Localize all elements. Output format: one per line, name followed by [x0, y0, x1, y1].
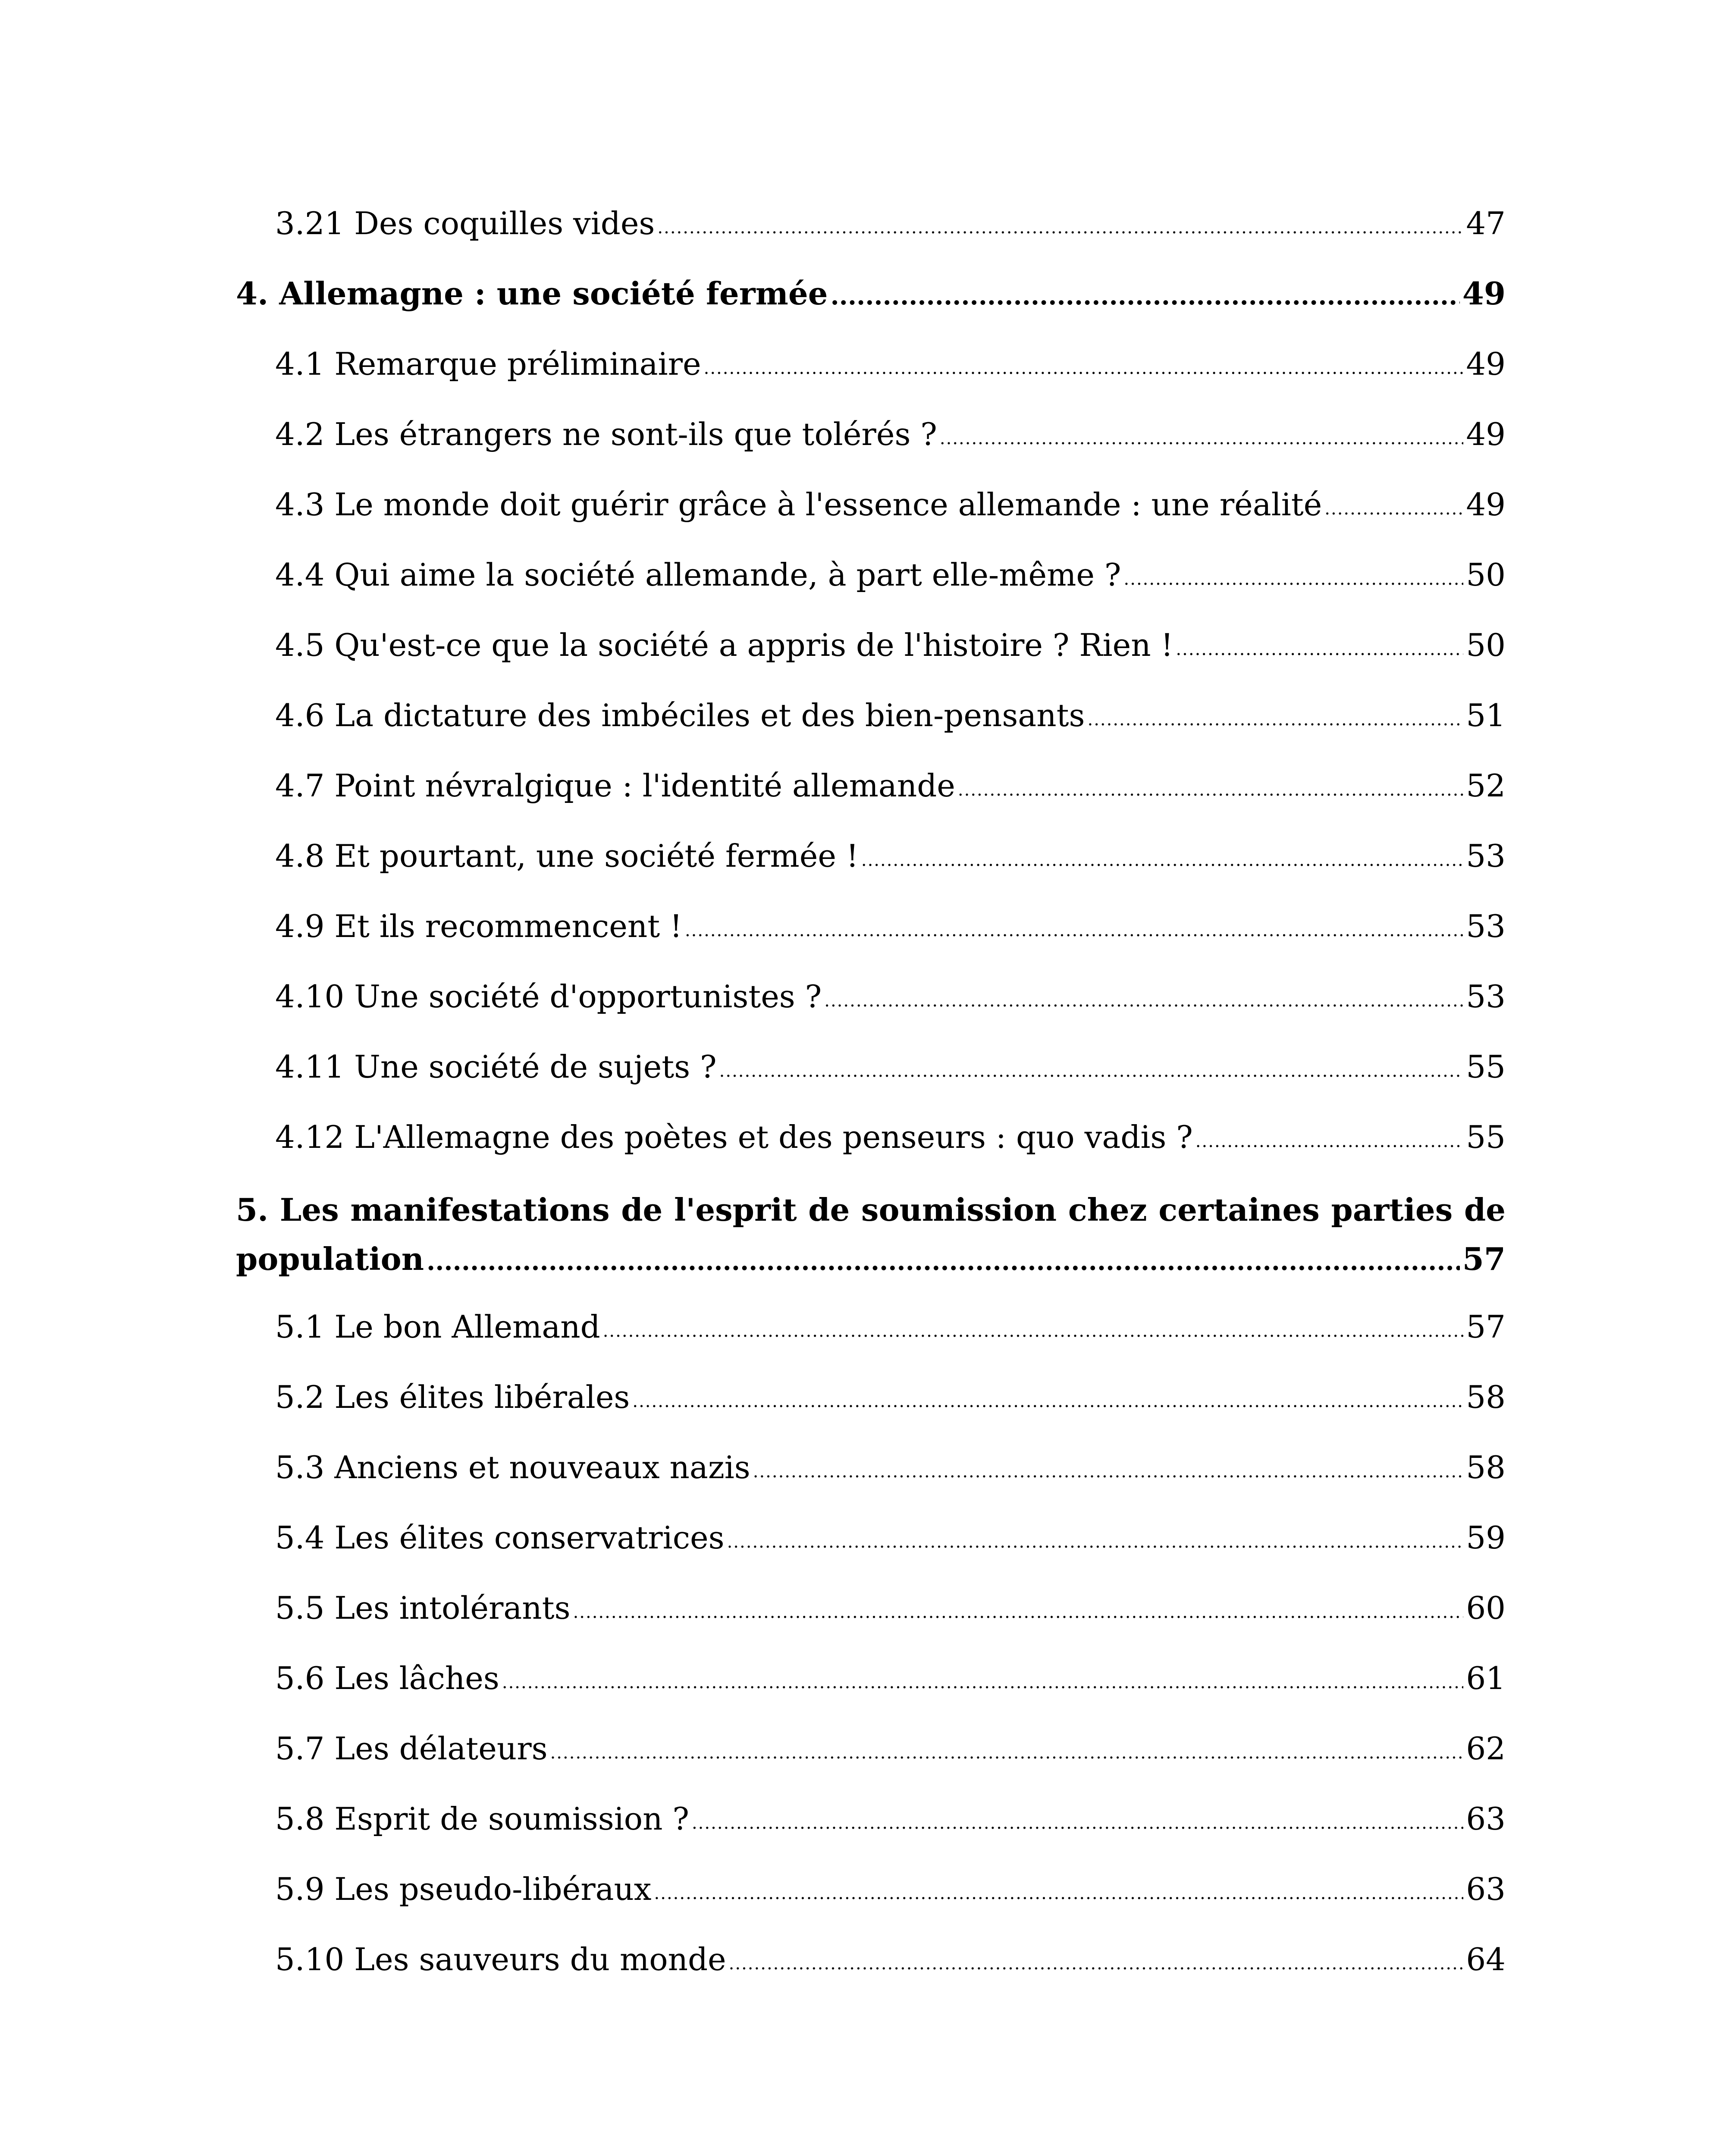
- toc-entry-5-6[interactable]: [236, 1654, 1506, 1724]
- dot-leader: [1176, 625, 1463, 674]
- toc-entry-label: 5.2 Les élites libérales: [275, 1379, 630, 1415]
- toc-entry-label: 4.1 Remarque préliminaire: [275, 346, 701, 382]
- toc-entry-5-5[interactable]: [236, 1583, 1506, 1654]
- toc-entry-page-number: 64: [1466, 1941, 1506, 1977]
- toc-entry-5-9[interactable]: [236, 1865, 1506, 1935]
- dot-leader: [685, 906, 1463, 955]
- dot-leader: [940, 414, 1463, 463]
- toc-entry-label: 5.9 Les pseudo-libéraux: [275, 1871, 652, 1907]
- toc-entry-label: 4.7 Point névralgique : l'identité allemande: [275, 768, 955, 804]
- dot-leader: [861, 836, 1464, 885]
- toc-entry-label: 4.4 Qui aime la société allemande, à part elle-même ?: [275, 557, 1121, 593]
- toc-entry-page-number: 62: [1466, 1730, 1506, 1767]
- toc-entry-label: 4.8 Et pourtant, une société fermée !: [275, 838, 859, 874]
- toc-entry-4-9[interactable]: [236, 902, 1506, 972]
- dot-leader: [727, 1517, 1464, 1567]
- toc-entry-label: 4.10 Une société d'opportunistes ?: [275, 978, 822, 1015]
- dot-leader: [573, 1588, 1464, 1637]
- toc-entry-4-3[interactable]: [236, 480, 1506, 550]
- toc-entry-4-8[interactable]: [236, 831, 1506, 902]
- dot-leader: [654, 1869, 1464, 1918]
- toc-entry-label: 4.6 La dictature des imbéciles et des bien-pensants: [275, 697, 1085, 733]
- toc-entry-page-number: 55: [1466, 1119, 1506, 1155]
- toc-chapter-label-line1: 5. Les manifestations de l'esprit de soumission chez certaines parties de: [236, 1191, 1506, 1228]
- toc-entry-4-6[interactable]: [236, 691, 1506, 761]
- toc-entry-label: 5.5 Les intolérants: [275, 1590, 571, 1626]
- toc-entry-page-number: 53: [1466, 978, 1506, 1015]
- toc-entry-label: 3.21 Des coquilles vides: [275, 205, 655, 241]
- toc-chapter-page-number: 49: [1462, 275, 1506, 312]
- toc-entry-page-number: 49: [1466, 416, 1506, 452]
- dot-leader: [830, 271, 1459, 320]
- toc-entry-page-number: 50: [1466, 557, 1506, 593]
- toc-entry-page-number: 49: [1466, 486, 1506, 523]
- toc-entry-5-2[interactable]: [236, 1373, 1506, 1443]
- dot-leader: [692, 1799, 1463, 1848]
- dot-leader: [1195, 1117, 1464, 1166]
- dot-leader: [958, 765, 1463, 815]
- toc-entry-5-1[interactable]: [236, 1302, 1506, 1373]
- toc-entry-page-number: 58: [1466, 1379, 1506, 1415]
- toc-entry-page-number: 52: [1466, 768, 1506, 804]
- toc-entry-label: 5.4 Les élites conservatrices: [275, 1520, 725, 1556]
- toc-entry-page-number: 59: [1466, 1520, 1506, 1556]
- toc-entry-label: 5.6 Les lâches: [275, 1660, 499, 1696]
- dot-leader: [603, 1307, 1464, 1356]
- toc-entry-label: 4.9 Et ils recommencent !: [275, 908, 682, 944]
- toc-chapter-label: 4. Allemagne : une société fermée: [236, 275, 828, 312]
- dot-leader: [753, 1447, 1464, 1496]
- toc-entry-5-4[interactable]: [236, 1513, 1506, 1583]
- dot-leader: [632, 1377, 1463, 1426]
- toc-entry-page-number: 60: [1466, 1590, 1506, 1626]
- dot-leader: [502, 1658, 1464, 1707]
- toc-entry-4-2[interactable]: [236, 410, 1506, 480]
- toc-entry-label: 4.3 Le monde doit guérir grâce à l'essence allemande : une réalité: [275, 486, 1322, 523]
- dot-leader: [824, 976, 1463, 1025]
- toc-entry-label: 5.7 Les délateurs: [275, 1730, 548, 1767]
- toc-entry-page-number: 53: [1466, 838, 1506, 874]
- dot-leader: [729, 1939, 1464, 1988]
- toc-entry-page-number: 55: [1466, 1049, 1506, 1085]
- dot-leader: [657, 203, 1463, 252]
- toc-entry-page-number: 50: [1466, 627, 1506, 663]
- toc-entry-5-7[interactable]: [236, 1724, 1506, 1794]
- toc-entry-3-21[interactable]: [236, 199, 1506, 269]
- toc-entry-page-number: 51: [1466, 697, 1506, 733]
- toc-entry-page-number: 63: [1466, 1801, 1506, 1837]
- toc-entry-label: 5.1 Le bon Allemand: [275, 1309, 600, 1345]
- dot-leader: [427, 1237, 1460, 1286]
- toc-entry-4-11[interactable]: [236, 1042, 1506, 1112]
- toc-entry-label: 5.8 Esprit de soumission ?: [275, 1801, 689, 1837]
- toc-entry-page-number: 53: [1466, 908, 1506, 944]
- table-of-contents: [236, 199, 1506, 2005]
- toc-entry-label: 4.12 L'Allemagne des poètes et des penseurs : quo vadis ?: [275, 1119, 1193, 1155]
- toc-entry-4-4[interactable]: [236, 550, 1506, 620]
- toc-entry-page-number: 57: [1466, 1309, 1506, 1345]
- toc-entry-page-number: 63: [1466, 1871, 1506, 1907]
- toc-entry-4-7[interactable]: [236, 761, 1506, 831]
- toc-chapter-page-number: 57: [1462, 1241, 1506, 1277]
- toc-entry-label: 4.11 Une société de sujets ?: [275, 1049, 717, 1085]
- toc-entry-label: 5.10 Les sauveurs du monde: [275, 1941, 726, 1977]
- dot-leader: [550, 1728, 1464, 1777]
- toc-chapter-label-line2: population: [236, 1241, 424, 1277]
- toc-entry-4-12[interactable]: [236, 1112, 1506, 1183]
- toc-entry-page-number: 61: [1466, 1660, 1506, 1696]
- toc-entry-page-number: 47: [1466, 205, 1506, 241]
- dot-leader: [1324, 484, 1463, 533]
- dot-leader: [1087, 695, 1463, 744]
- dot-leader: [704, 344, 1464, 393]
- toc-entry-5-8[interactable]: [236, 1794, 1506, 1865]
- dot-leader: [719, 1047, 1464, 1096]
- toc-chapter-5[interactable]: [236, 1185, 1506, 1284]
- toc-chapter-4[interactable]: [236, 269, 1506, 339]
- toc-entry-5-3[interactable]: [236, 1443, 1506, 1513]
- toc-entry-page-number: 58: [1466, 1449, 1506, 1485]
- toc-entry-4-1[interactable]: [236, 339, 1506, 410]
- dot-leader: [1124, 555, 1464, 604]
- toc-entry-label: 4.5 Qu'est-ce que la société a appris de l'histoire ? Rien !: [275, 627, 1173, 663]
- toc-entry-label: 4.2 Les étrangers ne sont-ils que tolérés ?: [275, 416, 937, 452]
- toc-entry-label: 5.3 Anciens et nouveaux nazis: [275, 1449, 750, 1485]
- toc-entry-4-5[interactable]: [236, 620, 1506, 691]
- toc-entry-4-10[interactable]: [236, 972, 1506, 1042]
- toc-entry-page-number: 49: [1466, 346, 1506, 382]
- toc-entry-5-10[interactable]: [236, 1935, 1506, 2005]
